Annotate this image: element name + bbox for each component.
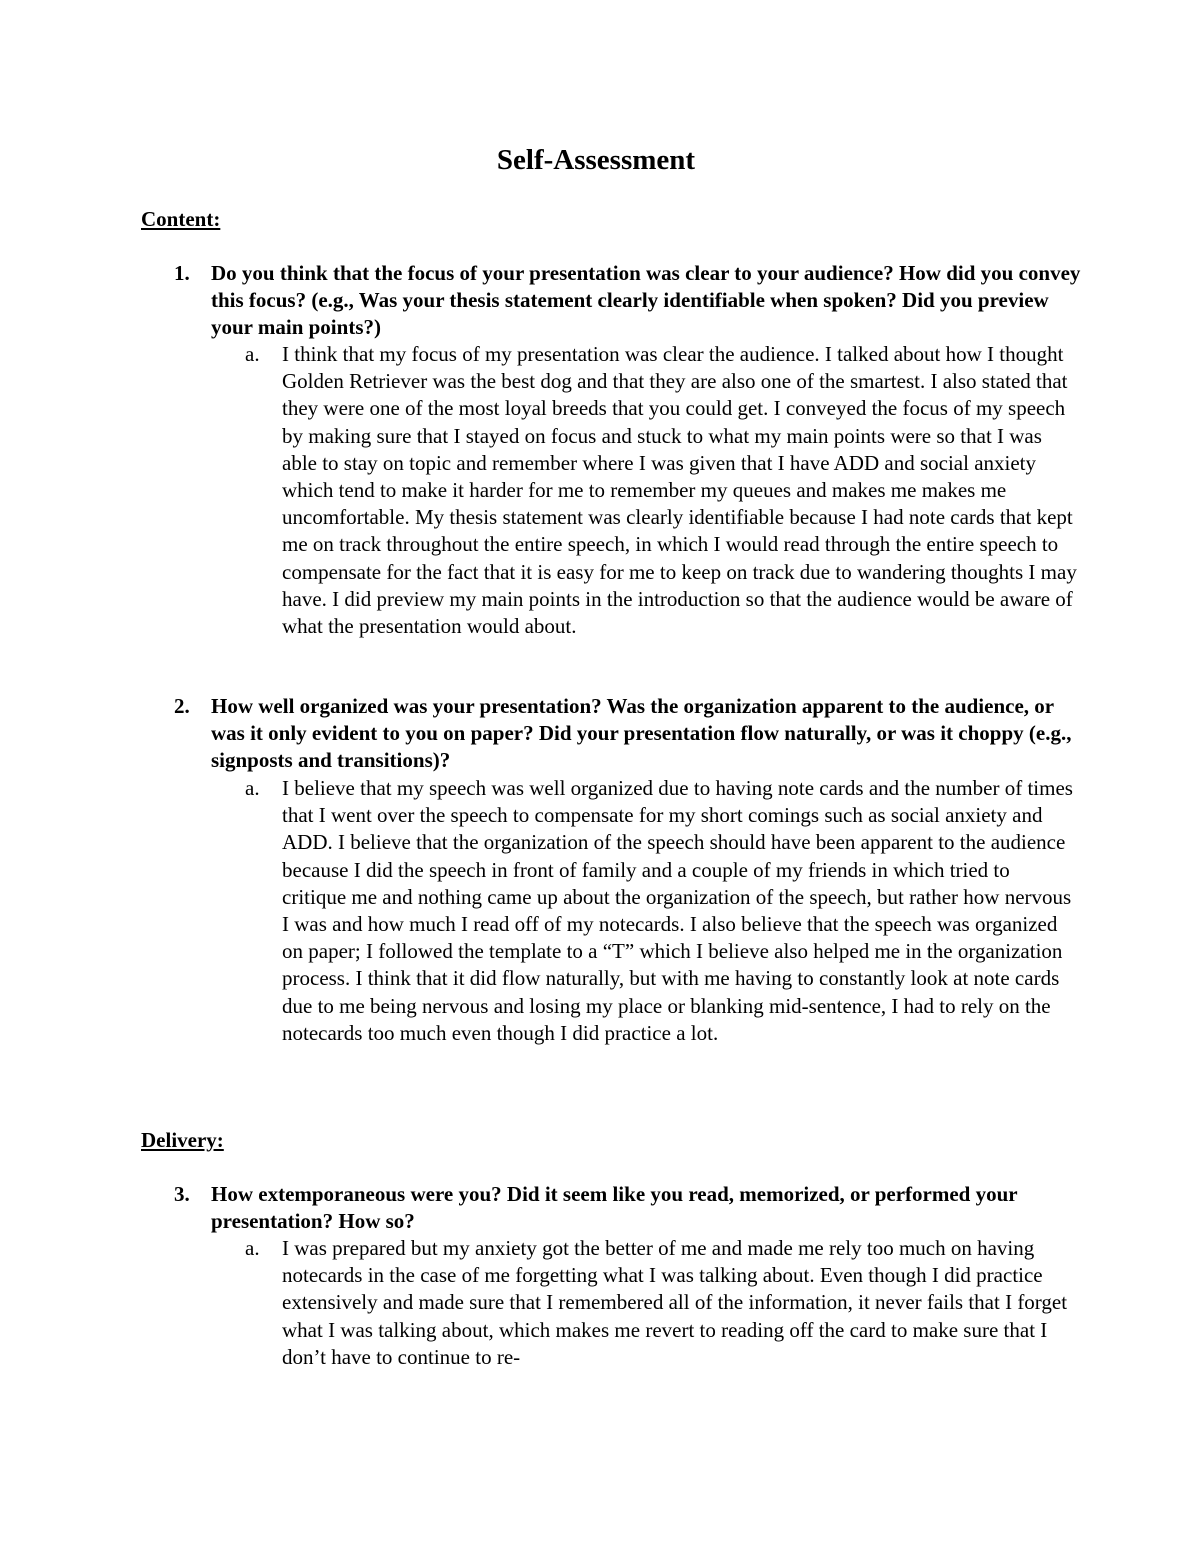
answer-2a bbox=[245, 775, 1077, 1047]
section-heading-content: Content: bbox=[141, 207, 221, 231]
answer-letter: a. bbox=[245, 342, 260, 366]
section-heading-delivery: Delivery: bbox=[141, 1128, 224, 1152]
question-number: 3. bbox=[174, 1182, 190, 1206]
question-number: 2. bbox=[174, 694, 190, 718]
question-text: Do you think that the focus of your presentation was clear to your audience? How did you convey this focus? (e.g., Was your thesis statement clearly identifiable when spoken? Did you preview your main points?) bbox=[211, 261, 1081, 340]
answer-text: I believe that my speech was well organized due to having note cards and the number of times that I went over the speech to compensate for my short comings such as social anxiety and ADD. I believe that the organization of the speech should have been apparent to the audience because I did the speech in front of family and a couple of my friends in which tried to critique me and nothing came up about the organization of the speech, but rather how nervous I was and how much I read off of my notecards. I also believe that the speech was organized on paper; I followed the template to a “T” which I believe also helped me in the organization process. I think that it did flow naturally, but with me having to constantly look at note cards due to me being nervous and losing my place or blanking mid-sentence, I had to rely on the notecards too much even though I did practice a lot. bbox=[282, 776, 1073, 1045]
question-3 bbox=[174, 1181, 1081, 1235]
answer-3a bbox=[245, 1235, 1077, 1371]
question-1 bbox=[174, 260, 1081, 342]
question-text: How extemporaneous were you? Did it seem like you read, memorized, or performed your presentation? How so? bbox=[211, 1182, 1018, 1234]
page-title: Self-Assessment bbox=[496, 144, 696, 176]
question-text: How well organized was your presentation? Was the organization apparent to the audience, or was it only evident to you on paper? Did your presentation flow naturally, or was it choppy (e.g., signposts and transitions)? bbox=[211, 694, 1072, 773]
answer-letter: a. bbox=[245, 776, 260, 800]
answer-letter: a. bbox=[245, 1236, 260, 1260]
question-2 bbox=[174, 693, 1081, 775]
answer-text: I think that my focus of my presentation was clear the audience. I talked about how I thought Golden Retriever was the best dog and that they are also one of the smartest. I also stated that they were one of the most loyal breeds that you could get. I conveyed the focus of my speech by making sure that I stayed on focus and stuck to what my main points were so that I was able to stay on topic and remember where I was given that I have ADD and social anxiety which tend to make it harder for me to remember my queues and makes me makes me uncomfortable. My thesis statement was clearly identifiable because I had note cards that kept me on track throughout the entire speech, in which I would read through the entire speech to compensate for the fact that it is easy for me to keep on track due to wandering thoughts I may have. I did preview my main points in the introduction so that the audience would be aware of what the presentation would about. bbox=[282, 342, 1077, 639]
answer-text: I was prepared but my anxiety got the better of me and made me rely too much on having notecards in the case of me forgetting what I was talking about. Even though I did practice extensively and made sure that I remembered all of the information, it never fails that I forget what I was talking about, which makes me revert to reading off the card to make sure that I don’t have to continue to re- bbox=[282, 1236, 1068, 1369]
answer-1a bbox=[245, 341, 1077, 640]
question-number: 1. bbox=[174, 261, 190, 285]
